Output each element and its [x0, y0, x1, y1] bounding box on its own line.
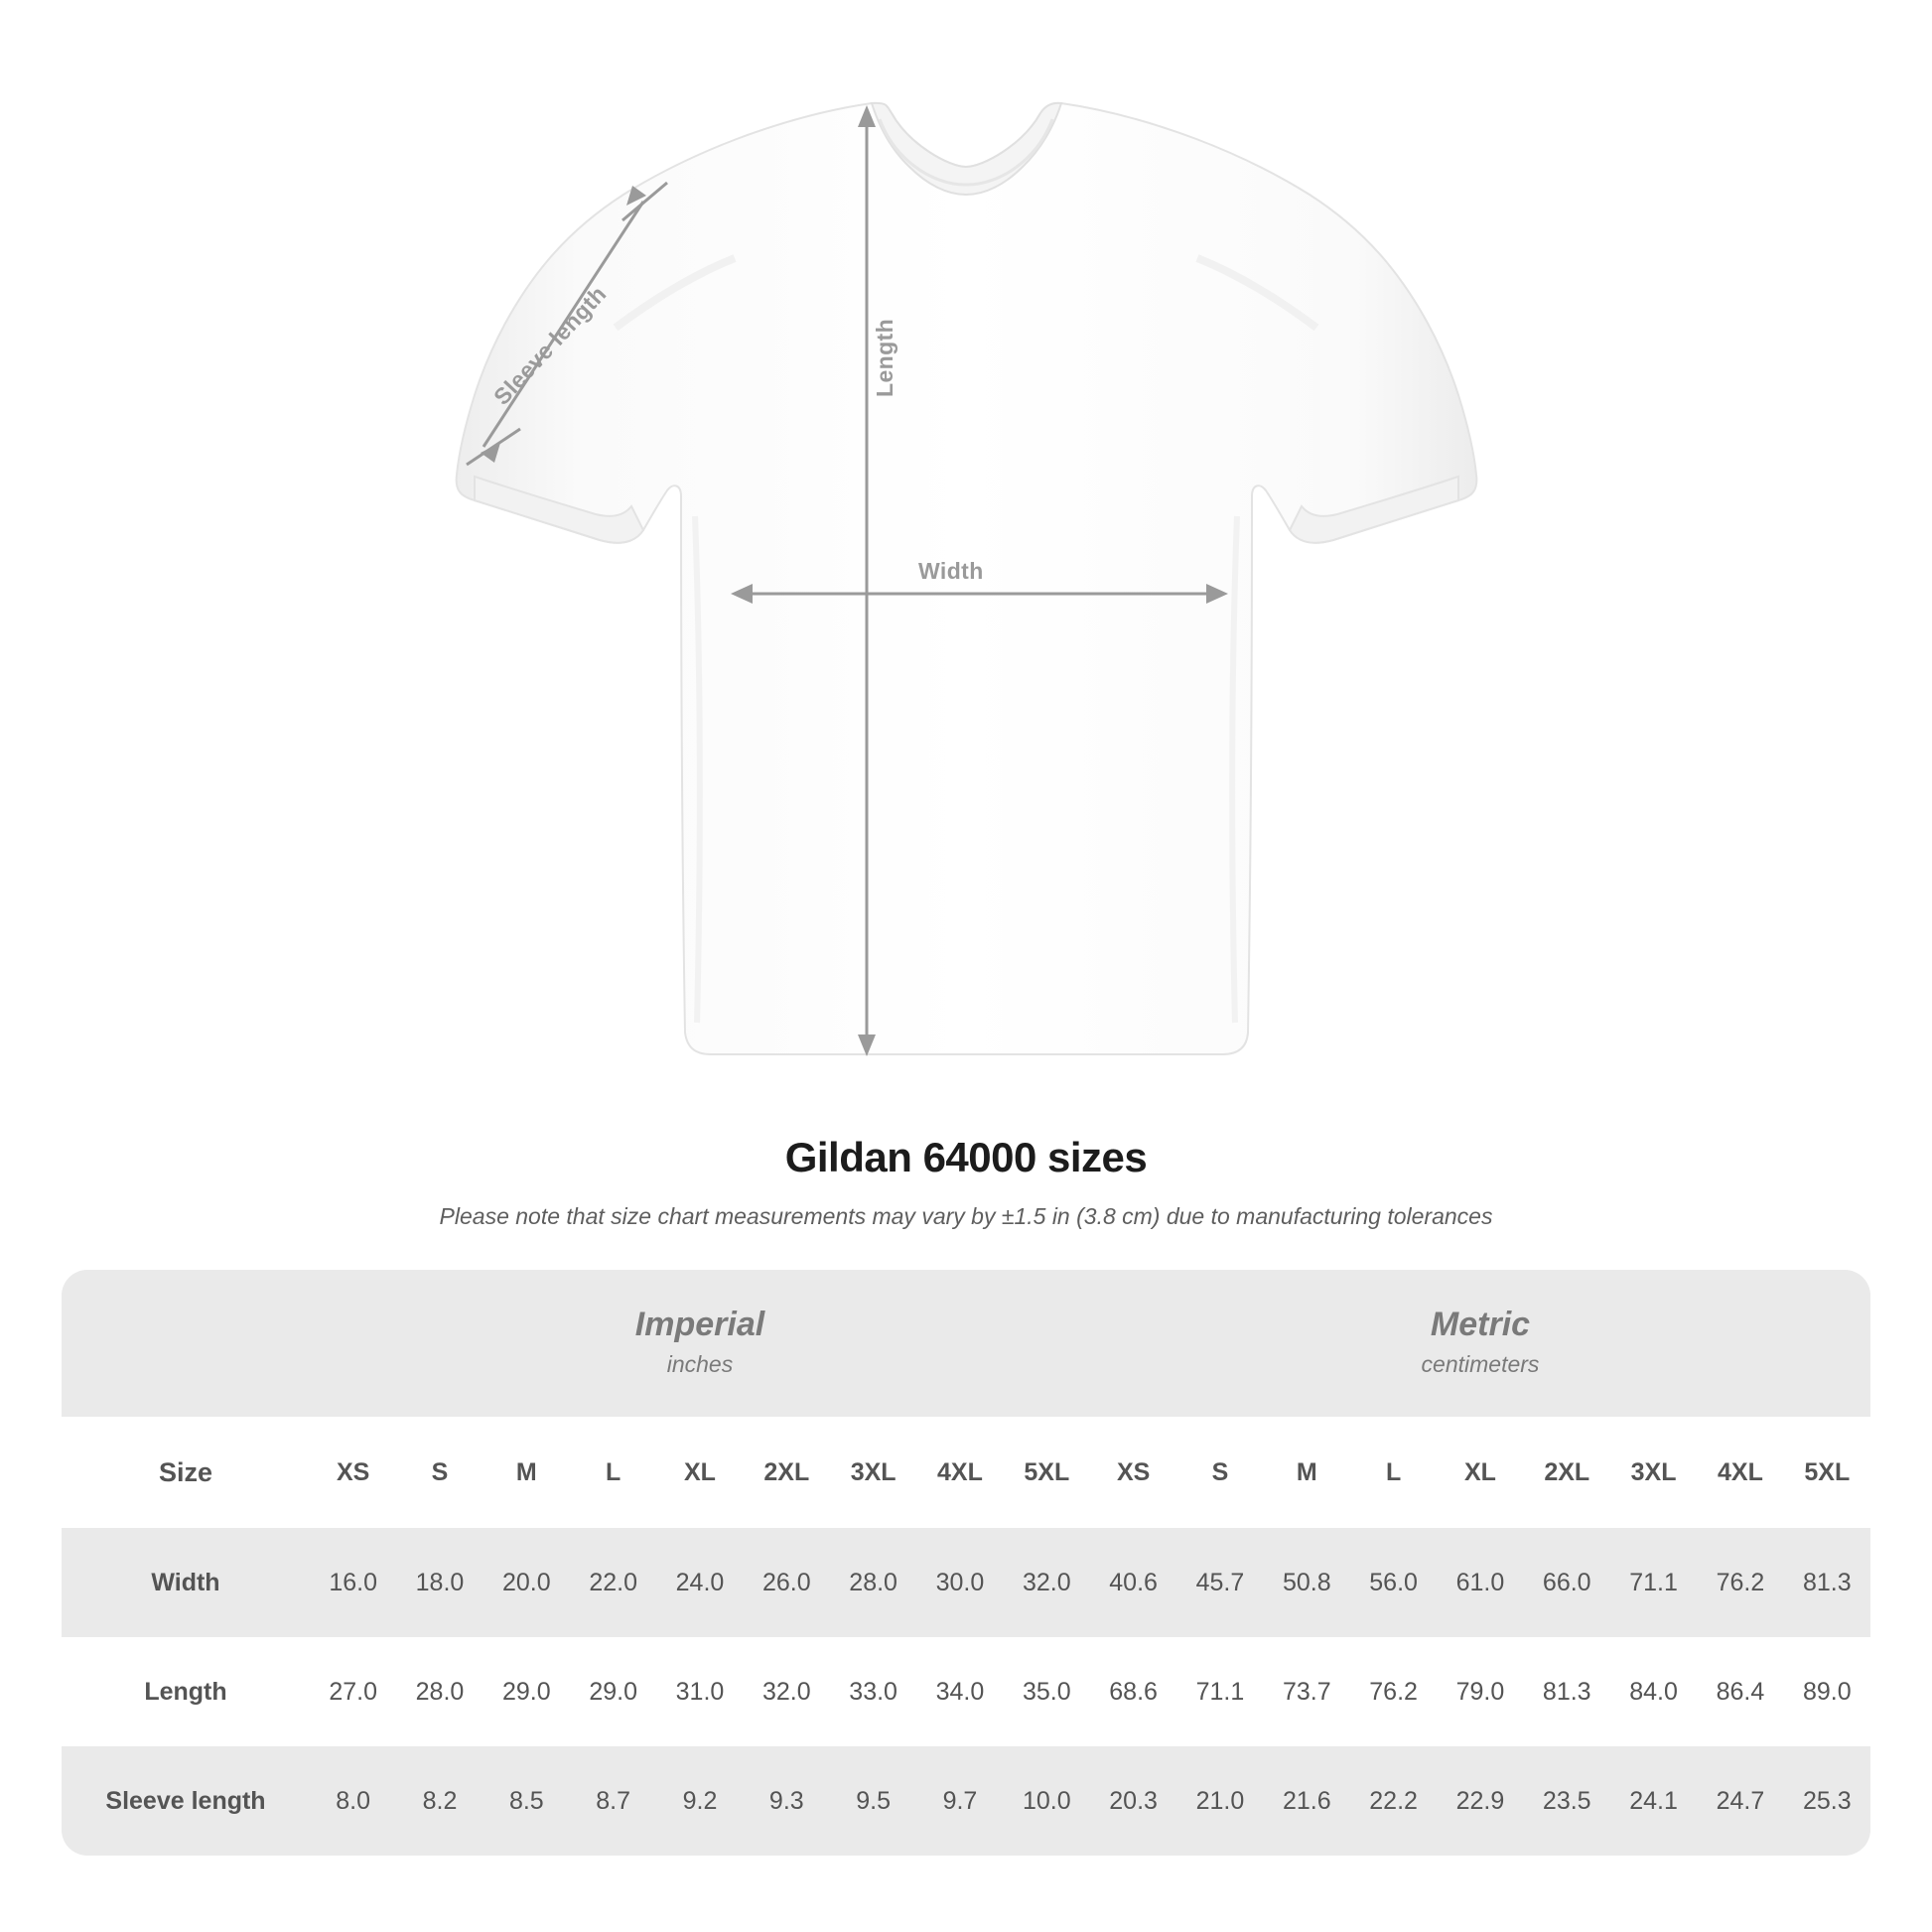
size-header-metric-l: L [1350, 1417, 1437, 1528]
size-header-row [62, 1417, 1870, 1528]
cell-sleeve-imperial-l: 8.7 [570, 1746, 656, 1856]
unit-header-row [62, 1270, 1870, 1417]
cell-sleeve-imperial-xs: 8.0 [310, 1746, 396, 1856]
cell-sleeve-imperial-2xl: 9.3 [744, 1746, 830, 1856]
unit-group-imperial [310, 1270, 1090, 1417]
cell-width-metric-4xl: 76.2 [1697, 1528, 1783, 1637]
size-header-metric-4xl: 4XL [1697, 1417, 1783, 1528]
table-row-sleeve-length [62, 1746, 1870, 1856]
size-header-metric-m: M [1264, 1417, 1350, 1528]
cell-sleeve-imperial-4xl: 9.7 [916, 1746, 1003, 1856]
cell-width-imperial-5xl: 32.0 [1004, 1528, 1090, 1637]
cell-width-metric-m: 50.8 [1264, 1528, 1350, 1637]
cell-width-metric-s: 45.7 [1176, 1528, 1263, 1637]
cell-sleeve-metric-xs: 20.3 [1090, 1746, 1176, 1856]
cell-length-metric-l: 76.2 [1350, 1637, 1437, 1746]
size-header-metric-5xl: 5XL [1784, 1417, 1870, 1528]
cell-width-imperial-m: 20.0 [483, 1528, 570, 1637]
size-header-metric-2xl: 2XL [1524, 1417, 1610, 1528]
cell-width-imperial-s: 18.0 [396, 1528, 483, 1637]
cell-sleeve-metric-4xl: 24.7 [1697, 1746, 1783, 1856]
cell-width-metric-xl: 61.0 [1437, 1528, 1523, 1637]
cell-sleeve-imperial-5xl: 10.0 [1004, 1746, 1090, 1856]
cell-length-metric-2xl: 81.3 [1524, 1637, 1610, 1746]
cell-width-metric-xs: 40.6 [1090, 1528, 1176, 1637]
size-header-label: Size [62, 1417, 310, 1528]
cell-length-metric-xl: 79.0 [1437, 1637, 1523, 1746]
cell-length-imperial-3xl: 33.0 [830, 1637, 916, 1746]
tolerance-note: Please note that size chart measurements may vary by ±1.5 in (3.8 cm) due to manufacturing tolerances [439, 1203, 1493, 1229]
size-header-metric-xs: XS [1090, 1417, 1176, 1528]
unit-group-metric-name: Metric [1430, 1306, 1531, 1344]
page-title: Gildan 64000 sizes [784, 1134, 1148, 1180]
label-sleeve-length: Sleeve length [488, 280, 612, 410]
cell-length-metric-4xl: 86.4 [1697, 1637, 1783, 1746]
cell-width-metric-l: 56.0 [1350, 1528, 1437, 1637]
size-header-imperial-5xl: 5XL [1004, 1417, 1090, 1528]
cell-width-imperial-l: 22.0 [570, 1528, 656, 1637]
cell-sleeve-metric-l: 22.2 [1350, 1746, 1437, 1856]
cell-width-metric-5xl: 81.3 [1784, 1528, 1870, 1637]
cell-sleeve-imperial-m: 8.5 [483, 1746, 570, 1856]
cell-length-imperial-l: 29.0 [570, 1637, 656, 1746]
cell-width-metric-2xl: 66.0 [1524, 1528, 1610, 1637]
cell-length-metric-3xl: 84.0 [1610, 1637, 1697, 1746]
cell-width-imperial-xl: 24.0 [656, 1528, 743, 1637]
cell-sleeve-imperial-s: 8.2 [396, 1746, 483, 1856]
cell-sleeve-metric-s: 21.0 [1176, 1746, 1263, 1856]
cell-width-imperial-2xl: 26.0 [744, 1528, 830, 1637]
cell-sleeve-metric-5xl: 25.3 [1784, 1746, 1870, 1856]
cell-sleeve-metric-2xl: 23.5 [1524, 1746, 1610, 1856]
unit-group-metric [1090, 1270, 1870, 1417]
title-block [0, 1134, 1932, 1230]
cell-width-imperial-4xl: 30.0 [916, 1528, 1003, 1637]
size-table-wrapper [62, 1270, 1870, 1856]
unit-group-metric-sub: centimeters [1421, 1350, 1540, 1377]
size-header-metric-s: S [1176, 1417, 1263, 1528]
size-header-imperial-4xl: 4XL [916, 1417, 1003, 1528]
size-header-imperial-s: S [396, 1417, 483, 1528]
size-header-imperial-xs: XS [310, 1417, 396, 1528]
row-label-sleeve-length: Sleeve length [62, 1746, 310, 1856]
cell-sleeve-imperial-3xl: 9.5 [830, 1746, 916, 1856]
unit-group-imperial-name: Imperial [634, 1306, 765, 1344]
cell-length-imperial-2xl: 32.0 [744, 1637, 830, 1746]
cell-width-imperial-xs: 16.0 [310, 1528, 396, 1637]
cell-width-metric-3xl: 71.1 [1610, 1528, 1697, 1637]
cell-length-imperial-5xl: 35.0 [1004, 1637, 1090, 1746]
label-length: Length [872, 318, 897, 397]
cell-sleeve-metric-3xl: 24.1 [1610, 1746, 1697, 1856]
table-corner-cell [62, 1270, 310, 1417]
row-label-length: Length [62, 1637, 310, 1746]
cell-sleeve-metric-xl: 22.9 [1437, 1746, 1523, 1856]
cell-length-imperial-4xl: 34.0 [916, 1637, 1003, 1746]
table-row-length [62, 1637, 1870, 1746]
size-header-imperial-l: L [570, 1417, 656, 1528]
cell-width-imperial-3xl: 28.0 [830, 1528, 916, 1637]
cell-length-metric-5xl: 89.0 [1784, 1637, 1870, 1746]
cell-length-imperial-xl: 31.0 [656, 1637, 743, 1746]
cell-length-metric-xs: 68.6 [1090, 1637, 1176, 1746]
size-header-metric-3xl: 3XL [1610, 1417, 1697, 1528]
cell-sleeve-imperial-xl: 9.2 [656, 1746, 743, 1856]
cell-sleeve-metric-m: 21.6 [1264, 1746, 1350, 1856]
size-header-metric-xl: XL [1437, 1417, 1523, 1528]
label-width: Width [918, 558, 984, 584]
size-header-imperial-xl: XL [656, 1417, 743, 1528]
cell-length-metric-m: 73.7 [1264, 1637, 1350, 1746]
size-header-imperial-m: M [483, 1417, 570, 1528]
size-header-imperial-2xl: 2XL [744, 1417, 830, 1528]
unit-group-imperial-sub: inches [666, 1350, 734, 1377]
size-table [62, 1270, 1870, 1856]
size-header-imperial-3xl: 3XL [830, 1417, 916, 1528]
cell-length-metric-s: 71.1 [1176, 1637, 1263, 1746]
cell-length-imperial-m: 29.0 [483, 1637, 570, 1746]
row-label-width: Width [62, 1528, 310, 1637]
cell-length-imperial-xs: 27.0 [310, 1637, 396, 1746]
table-row-width [62, 1528, 1870, 1637]
cell-length-imperial-s: 28.0 [396, 1637, 483, 1746]
